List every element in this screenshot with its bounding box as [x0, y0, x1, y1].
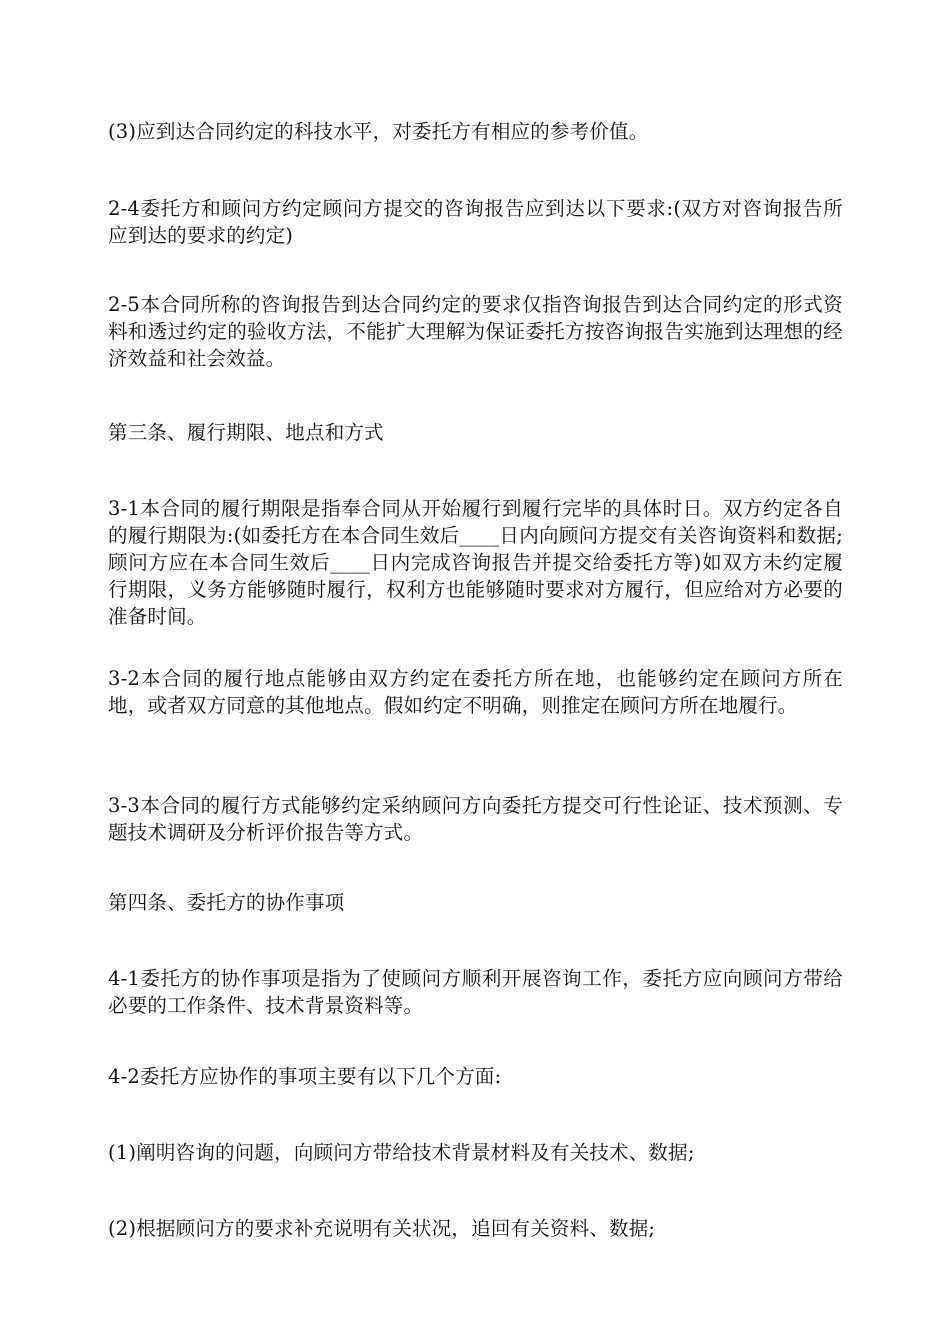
section-heading-article-3: 第三条、履行期限、地点和方式 — [108, 421, 384, 444]
list-item-2: (2)根据顾问方的要求补充说明有关状况，追回有关资料、数据; — [108, 1217, 656, 1240]
paragraph-4-1: 4-1委托方的协作事项是指为了使顾问方顺利开展咨询工作，委托方应向顾问方带给必要的工作条件、技术背景资料等。 — [108, 967, 843, 1017]
paragraph-3-reference-value: (3)应到达合同约定的科技水平，对委托方有相应的参考价值。 — [108, 120, 649, 143]
paragraph-3-3: 3-3本合同的履行方式能够约定采纳顾问方向委托方提交可行性论证、技术预测、专题技术调研及分析评价报告等方式。 — [108, 794, 843, 844]
paragraph-3-1: 3-1本合同的履行期限是指奉合同从开始履行到履行完毕的具体时日。双方约定各自的履行期限为:(如委托方在本合同生效后____日内向顾问方提交有关咨询资料和数据;顾问方应在本合同生效后____日内完成咨询报告并提交给委托方等)如双方未约定履行期限，义务方能够随时履行，权利方也能够随时要求对方履行，但应给对方必要的准备时间。 — [108, 497, 843, 628]
list-item-1: (1)阐明咨询的问题，向顾问方带给技术背景材料及有关技术、数据; — [108, 1141, 695, 1164]
paragraph-2-4: 2-4委托方和顾问方约定顾问方提交的咨询报告应到达以下要求:(双方对咨询报告所应到达的要求的约定) — [108, 197, 843, 247]
section-heading-article-4: 第四条、委托方的协作事项 — [108, 891, 345, 914]
paragraph-3-2: 3-2本合同的履行地点能够由双方约定在委托方所在地，也能够约定在顾问方所在地，或者双方同意的其他地点。假如约定不明确，则推定在顾问方所在地履行。 — [108, 667, 843, 717]
paragraph-2-5: 2-5本合同所称的咨询报告到达合同约定的要求仅指咨询报告到达合同约定的形式资料和透过约定的验收方法，不能扩大理解为保证委托方按咨询报告实施到达理想的经济效益和社会效益。 — [108, 293, 843, 370]
paragraph-4-2: 4-2委托方应协作的事项主要有以下几个方面: — [108, 1065, 502, 1088]
